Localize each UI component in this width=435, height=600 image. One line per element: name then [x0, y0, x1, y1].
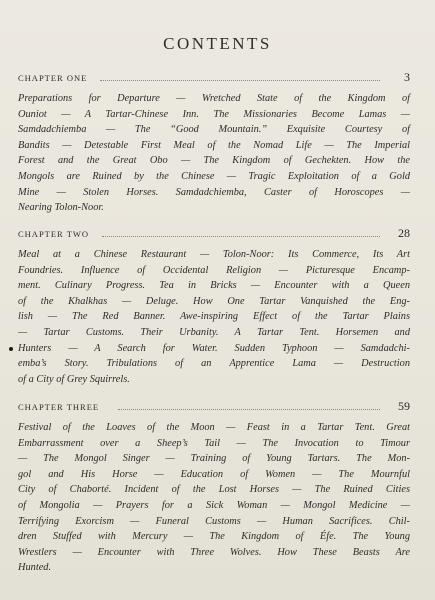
summary-line: gol and His Horse — Education of Women — The Mournful [18, 468, 410, 480]
summary-line: of Mongolia — Prayers for a Sick Woman — Mongol Medicine — [18, 499, 410, 511]
dot-leader [118, 405, 380, 410]
summary-line: Hunted. [18, 562, 52, 574]
page-title: CONTENTS [163, 34, 272, 53]
summary-line: Mine — Stolen Horses. Samdadchiemba, Caster of Horoscopes — [18, 186, 410, 198]
chapter-summary [18, 91, 410, 216]
chapter-summary [18, 247, 410, 387]
summary-line: Ouniot — A Tartar-Chinese Inn. The Missionaries Become Lamas — [18, 108, 410, 120]
dot-leader [102, 232, 380, 237]
summary-line: dren Stuffed with Mercury — The Kingdom of Éfe. The Young [18, 531, 410, 543]
chapter-entry-three [18, 399, 410, 576]
dot-leader [100, 76, 380, 81]
summary-line: emba’s Story. Tribulations of an Apprentice Lama — Destruction [18, 358, 410, 370]
chapter-page-number: 28 [398, 226, 410, 240]
summary-line: of the Khalkhas — Deluge. How One Tartar Vanquished the Eng- [18, 295, 410, 307]
summary-line: Samdadchiemba — The “Good Mountain.” Exquisite Courtesy of [18, 124, 410, 136]
summary-line: Wrestlers — Encounter with Three Wolves. How These Beasts Are [18, 546, 410, 558]
summary-line: Hunters — A Search for Water. Sudden Typhoon — Samdadchi- [18, 342, 410, 354]
summary-line: — Tartar Customs. Their Urbanity. A Tartar Tent. Horsemen and [18, 326, 410, 338]
chapter-heading [18, 70, 410, 87]
chapter-label: CHAPTER ONE [18, 73, 88, 83]
summary-line: — The Mongol Singer — Training of Young Tartars. The Mon- [18, 453, 410, 465]
chapter-page-number: 59 [398, 399, 410, 413]
chapter-summary [18, 420, 410, 576]
summary-line: ment. Culinary Progress. Tea in Bricks — Encounter with a Queen [18, 280, 410, 292]
chapter-entry-one [18, 70, 410, 216]
ink-dot-mark [9, 347, 13, 351]
summary-line: City of Chaborté. Incident of the Lost Horses — The Ruined Cities [18, 484, 410, 496]
summary-line: Preparations for Departure — Wretched State of the Kingdom of [18, 93, 410, 104]
chapter-label: CHAPTER TWO [18, 229, 90, 239]
summary-line: lish — The Red Banner. Awe-inspiring Effect of the Tartar Plains [18, 311, 410, 323]
chapter-label: CHAPTER THREE [18, 402, 100, 412]
chapter-page-number: 3 [404, 70, 410, 84]
summary-line: Embarrassment over a Sheep’s Tail — The Invocation to Timour [18, 437, 410, 449]
summary-line: Terrifying Exorcism — Funeral Customs — Human Sacrifices. Chil- [18, 515, 410, 527]
summary-line: Bandits — Detestable First Meal of the Nomad Life — The Imperial [18, 139, 410, 151]
summary-line: Forest and the Great Obo — The Kingdom of Gechekten. How the [18, 155, 410, 167]
summary-line: Meal at a Chinese Restaurant — Tolon-Noor: Its Commerce, Its Art [18, 249, 410, 260]
chapter-entry-two [18, 226, 410, 387]
summary-line: Festival of the Loaves of the Moon — Feast in a Tartar Tent. Great [18, 422, 410, 433]
summary-line: Foundries. Influence of Occidental Religion — Picturesque Encamp- [18, 264, 410, 276]
summary-line: Nearing Tolon-Noor. [18, 202, 104, 214]
chapter-heading [18, 226, 410, 243]
chapter-heading [18, 399, 410, 416]
summary-line: of a City of Grey Squirrels. [18, 373, 130, 385]
summary-line: Mongols are Ruined by the Chinese — Tragic Exploitation of a Gold [18, 170, 410, 182]
